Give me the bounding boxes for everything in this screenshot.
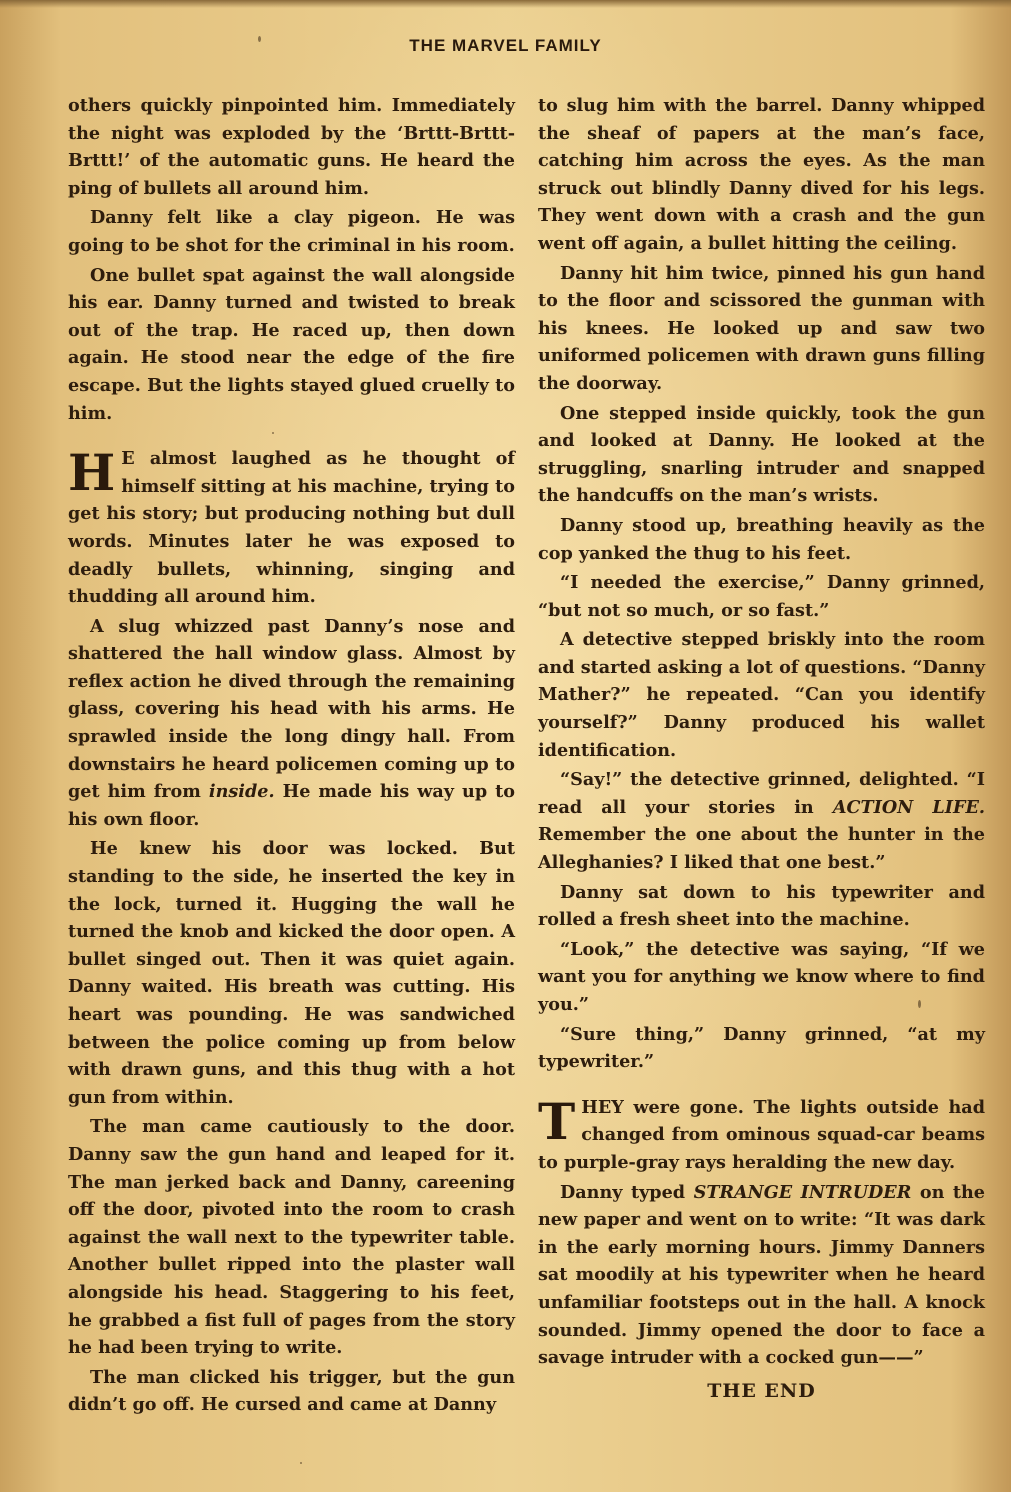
paper-speck <box>918 1000 921 1008</box>
magazine-title: ACTION LIFE. <box>832 796 985 818</box>
paragraph: “Look,” the detective was saying, “If we want you for anything we know where to find you.” <box>538 938 985 1015</box>
paragraph <box>68 613 515 834</box>
paragraph: Danny felt like a clay pigeon. He was going to be shot for the criminal in his room. <box>68 207 515 256</box>
paragraph-text: Danny typed <box>560 1181 686 1203</box>
drop-cap: T <box>538 1091 576 1151</box>
paragraph: He knew his door was locked. But standing to the side, he inserted the key in the lock, turned it. Hugging the wall he turned the knob and kicked the door open. A bullet singed out. Then it was quiet again. Danny waited. His breath was cutting. His heart was pounding. He was sandwiched between the police coming up from below with drawn guns, and this thug with a hot gun from within. <box>68 838 515 1108</box>
paragraph: The man came cautiously to the door. Danny saw the gun hand and leaped for it. The man jerked back and Danny, careening off the door, pivoted into the room to crash against the wall next to the typewriter table. Another bullet ripped into the plaster wall alongside his head. Staggering to his feet, he grabbed a fist full of pages from the story he had been trying to write. <box>68 1116 515 1359</box>
paper-speck <box>258 36 261 42</box>
page-header: THE MARVEL FAMILY <box>409 36 602 55</box>
paragraph: to slug him with the barrel. Danny whipped the sheaf of papers at the man’s face, catching him across the eyes. As the man struck out blindly Danny dived for his legs. They went down with a crash and the gun went off again, a bullet hitting the ceiling. <box>538 95 985 254</box>
paragraph-dropcap <box>68 445 515 611</box>
left-column <box>68 92 515 1421</box>
paragraph-text: “Say!” the detective grinned, delighted. “I read all your stories in <box>538 769 985 818</box>
paragraph: The man clicked his trigger, but the gun didn’t go off. He cursed and came at Danny <box>68 1366 515 1416</box>
paragraph: One bullet spat against the wall alongside his ear. Danny turned and twisted to break out of the trap. He raced up, then down again. He stood near the edge of the fire escape. But the lights stayed glued cruelly to him. <box>68 264 515 424</box>
paper-speck <box>272 432 274 434</box>
paragraph: “Sure thing,” Danny grinned, “at my typewriter.” <box>538 1023 985 1073</box>
paragraph-dropcap <box>538 1091 985 1177</box>
paragraph-text: on the new paper and went on to write: “It was dark in the early morning hours. Jimmy Danners sat moodily at his typewriter when he heard unfamiliar footsteps out in the hall. A knock sounded. Jimmy opened the door to face a savage intruder with a cocked gun——” <box>538 1181 985 1369</box>
paper-speck <box>300 1462 302 1464</box>
paragraph-text: HEY were gone. The lights outside had changed from ominous squad-car beams to purple-gray rays heralding the new day. <box>538 1096 985 1173</box>
the-end-label: THE END <box>707 1379 816 1402</box>
paragraph: “I needed the exercise,” Danny grinned, “but not so much, or so fast.” <box>538 572 985 621</box>
drop-cap: H <box>68 443 116 503</box>
paragraph-text: Remember the one about the hunter in the Alleghanies? I liked that one best.” <box>538 824 985 874</box>
paragraph-text: He made his way up to his own floor. <box>68 781 515 830</box>
right-column <box>538 92 985 1405</box>
top-edge-shadow <box>0 0 1011 8</box>
paragraph-text: E almost laughed as he thought of himself sitting at his machine, trying to get his story; but producing nothing but dull words. Minutes later he was exposed to deadly bullets, whinning, singing and thudding all around him. <box>68 448 515 608</box>
paragraph: Danny stood up, breathing heavily as the cop yanked the thug to his feet. <box>538 514 985 564</box>
paragraph: A detective stepped briskly into the room and started asking a lot of questions. “Danny Mather?” he repeated. “Can you identify yourself?” Danny produced his wallet identification. <box>538 629 985 761</box>
paragraph <box>538 766 985 876</box>
paragraph-text: A slug whizzed past Danny’s nose and shattered the hall window glass. Almost by reflex action he dived through the remaining glass, covering his head with his arms. He sprawled inside the long dingy hall. From downstairs he heard policemen coming up to get him from <box>68 615 515 803</box>
paragraph: others quickly pinpointed him. Immediately the night was exploded by the ‘Brttt-Brttt-Brttt!’ of the automatic guns. He heard the ping of bullets all around him. <box>68 95 515 199</box>
emphasis-text: inside. <box>208 781 275 803</box>
paragraph: Danny hit him twice, pinned his gun hand to the floor and scissored the gunman with his knees. He looked up and saw two uniformed policemen with drawn guns filling the doorway. <box>538 262 985 394</box>
paragraph: One stepped inside quickly, took the gun and looked at Danny. He looked at the struggling, snarling intruder and snapped the handcuffs on the man’s wrists. <box>538 402 985 507</box>
paragraph: Danny sat down to his typewriter and rolled a fresh sheet into the machine. <box>538 881 985 931</box>
story-title: STRANGE INTRUDER <box>693 1181 912 1203</box>
paragraph <box>538 1179 985 1372</box>
